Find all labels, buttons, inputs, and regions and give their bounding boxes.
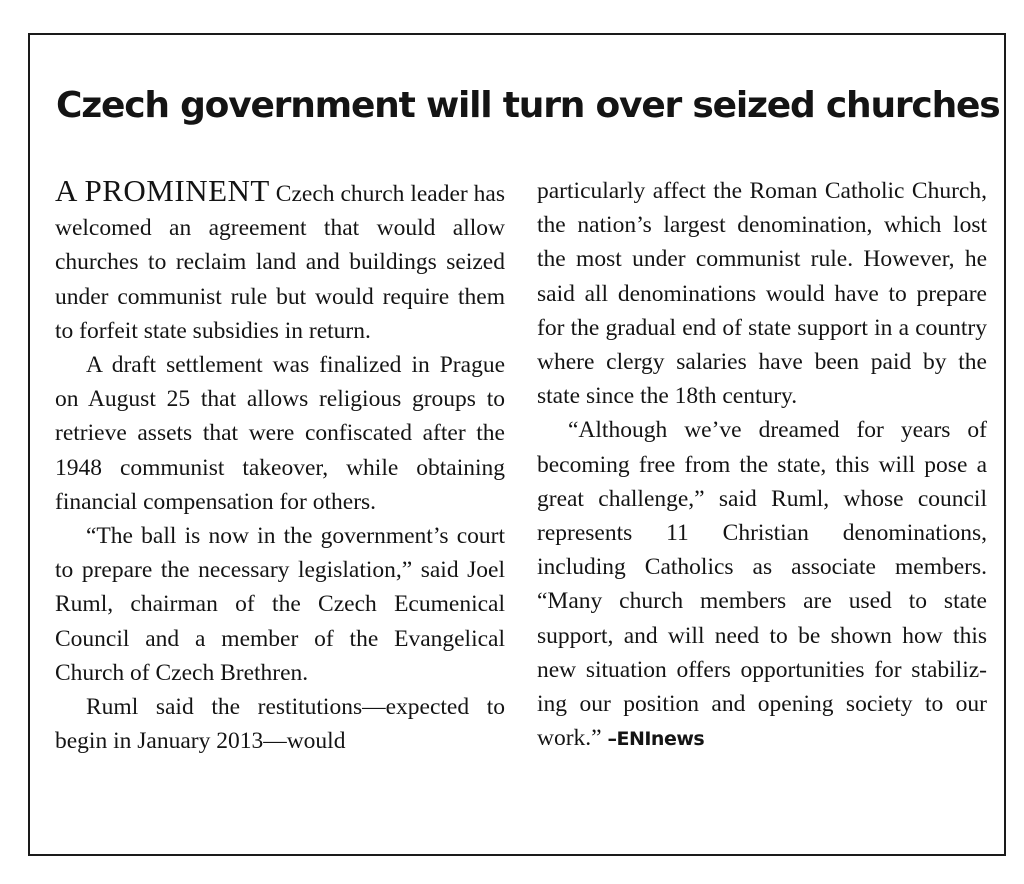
article-credit: –ENInews xyxy=(607,728,705,751)
news-article-box xyxy=(28,33,1006,856)
article-column-left xyxy=(55,174,505,758)
article-paragraph-4-part-2: particularly affect the Roman Catholic Church, the nation’s largest denomination, which lost the most under communist rule. However, he said all denominations would have to prepare for the gradual end of state support in a country where clergy salaries have been paid by the state since the 18th century. xyxy=(537,178,987,410)
article-paragraph-4-part-1: Ruml said the restitutions—expected to begin in January 2013—would xyxy=(55,694,505,755)
article-paragraph-1 xyxy=(55,174,505,348)
lead-caps: A PROMINENT xyxy=(55,173,270,208)
article-paragraph-2: A draft settlement was finalized in Prague on August 25 that allows religious groups to retrieve assets that were confiscated after the 1948 communist takeover, while obtaining financial compensation for others. xyxy=(55,352,505,515)
paragraph-5-text: “Although we’ve dreamed for years of becoming free from the state, this will pose a great challenge,” said Ruml, whose council represents 11 Christian denominations, including Catholics as associate members. “Many church members are used to state support, and will need to be shown how this new situation offers opportunities for stabilizing our position and opening society to our work.” xyxy=(537,417,987,752)
article-paragraph-3: “The ball is now in the government’s court to prepare the necessary legislation,” said Joel Ruml, chairman of the Czech Ecumenical Council and a member of the Evangelical Church of Czech Brethren. xyxy=(55,523,505,686)
article-paragraph-5 xyxy=(537,413,987,756)
article-column-right xyxy=(537,174,987,756)
paragraph-1-text: Czech church leader has welcomed an agreement that would allow churches to reclaim land and buildings seized under communist rule but would require them to forfeit state subsidies in return. xyxy=(55,181,506,344)
article-headline: Czech government will turn over seized churches xyxy=(56,85,1000,126)
